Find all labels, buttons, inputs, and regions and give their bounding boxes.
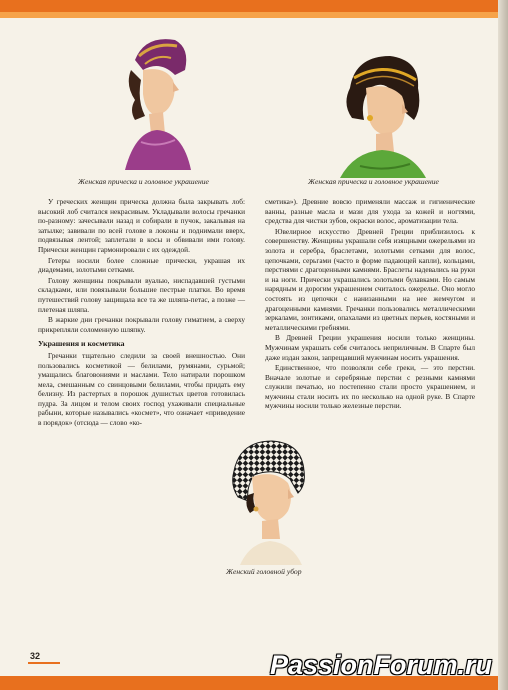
section-heading: Украшения и косметика [38, 339, 125, 349]
right-text-column [265, 197, 475, 412]
paragraph: Голову женщины покрывали вуалью, ниспадавшей густыми складками, или повязывали большие пестрые платки. Во время путешествий голову защищала все та же шляпа-петас, а позже — плетеная шляпа. [38, 275, 245, 314]
top-light-orange-band [0, 12, 500, 18]
paragraph: Гетеры носили более сложные прически, украшая их диадемами, золотыми сетками. [38, 255, 245, 275]
page-number: 32 [30, 651, 41, 661]
paragraph: сметика»). Древние вовсю применяли массаж и гигиенические ванны, разные масла и мази для ухода за кожей и ногтями, средства для чистки зубов, окраски волос, ароматизации тела. [265, 197, 475, 226]
paragraph: В Древней Греции украшения носили только женщины. Мужчинам украшать себя считалось неприличным. В Спарте был даже издан закон, запрещавший мужчинам носить украшения. [265, 333, 475, 362]
paragraph: В жаркие дни гречанки покрывали голову гиматием, а сверху прикрепляли соломенную шляпку. [38, 315, 245, 334]
paragraph: Единственное, что позволяли себе греки, — это перстни. Вначале золотые и серебряные перстни с резными камнями служили печатью, но постепенно стали просто украшением, и мужчины стали носить их по несколько на одной руке. В Спарте мужчины носили только железные перстни. [265, 363, 475, 411]
woman-purple-headdress-illustration [105, 30, 205, 170]
site-watermark: PassionForum.ru [269, 650, 492, 680]
caption-bottom-illustration: Женский головной убор [226, 567, 302, 576]
left-text-column [38, 197, 245, 429]
top-orange-band [0, 0, 500, 12]
caption-right-illustration: Женская прическа и головное украшение [308, 177, 439, 186]
book-spine-edge [498, 0, 508, 690]
caption-left-illustration: Женская прическа и головное украшение [78, 177, 209, 186]
paragraph: Ювелирное искусство Древней Греции приблизилось к совершенству. Женщины украшали себя изящными ожерельями из золота и серебра, браслетами, золотыми сетками для волос, цепочками, серьгами (часто в форме падающей капли), кольцами, перстнями с драгоценными камнями. Браслеты надевались на руки и на ноги. Прически украшались золотыми булавками. Но самым нарядным и дорогим украшением считалось ожерелье. Оно могло состоять из цепочки с нанизанными на нее жемчугом и драгоценными камнями. Гречанки пользовались металлическими зеркалами, зонтиками, опахалами из цветных перьев, костяными и металлическими гребнями. [265, 226, 475, 332]
woman-checkered-headwear-illustration [220, 435, 320, 565]
paragraph: Гречанки тщательно следили за своей внешностью. Они пользовались косметикой — белилами, румянами, сурьмой; умащались благовониями и маслами. Тело натирали порошком мела, смешанным со свинцовыми белилами, чтобы придать ему белизну. Из растертых в порошок душистых цветов готовилась пудра. За лицом и телом своих господ ухаживали специальные рабыни, которые назывались «космет», что означает «приведение в порядок» (отсюда — слово «ко- [38, 350, 245, 428]
woman-golden-diadem-illustration [330, 48, 440, 178]
page-number-underline [28, 662, 60, 664]
paragraph: У греческих женщин прическа должна была закрывать лоб: высокий лоб считался некрасивым. Укладывали волосы гречанки по-разному: зачесывали назад и собирали в пучок, закалывая на затылке; завивали по всей голове в локоны и поднимали вверх, подвязывая лентой; заплетали в косы и обвивали ими голову. Прически женщин гармонировали с их одеждой. [38, 197, 245, 254]
